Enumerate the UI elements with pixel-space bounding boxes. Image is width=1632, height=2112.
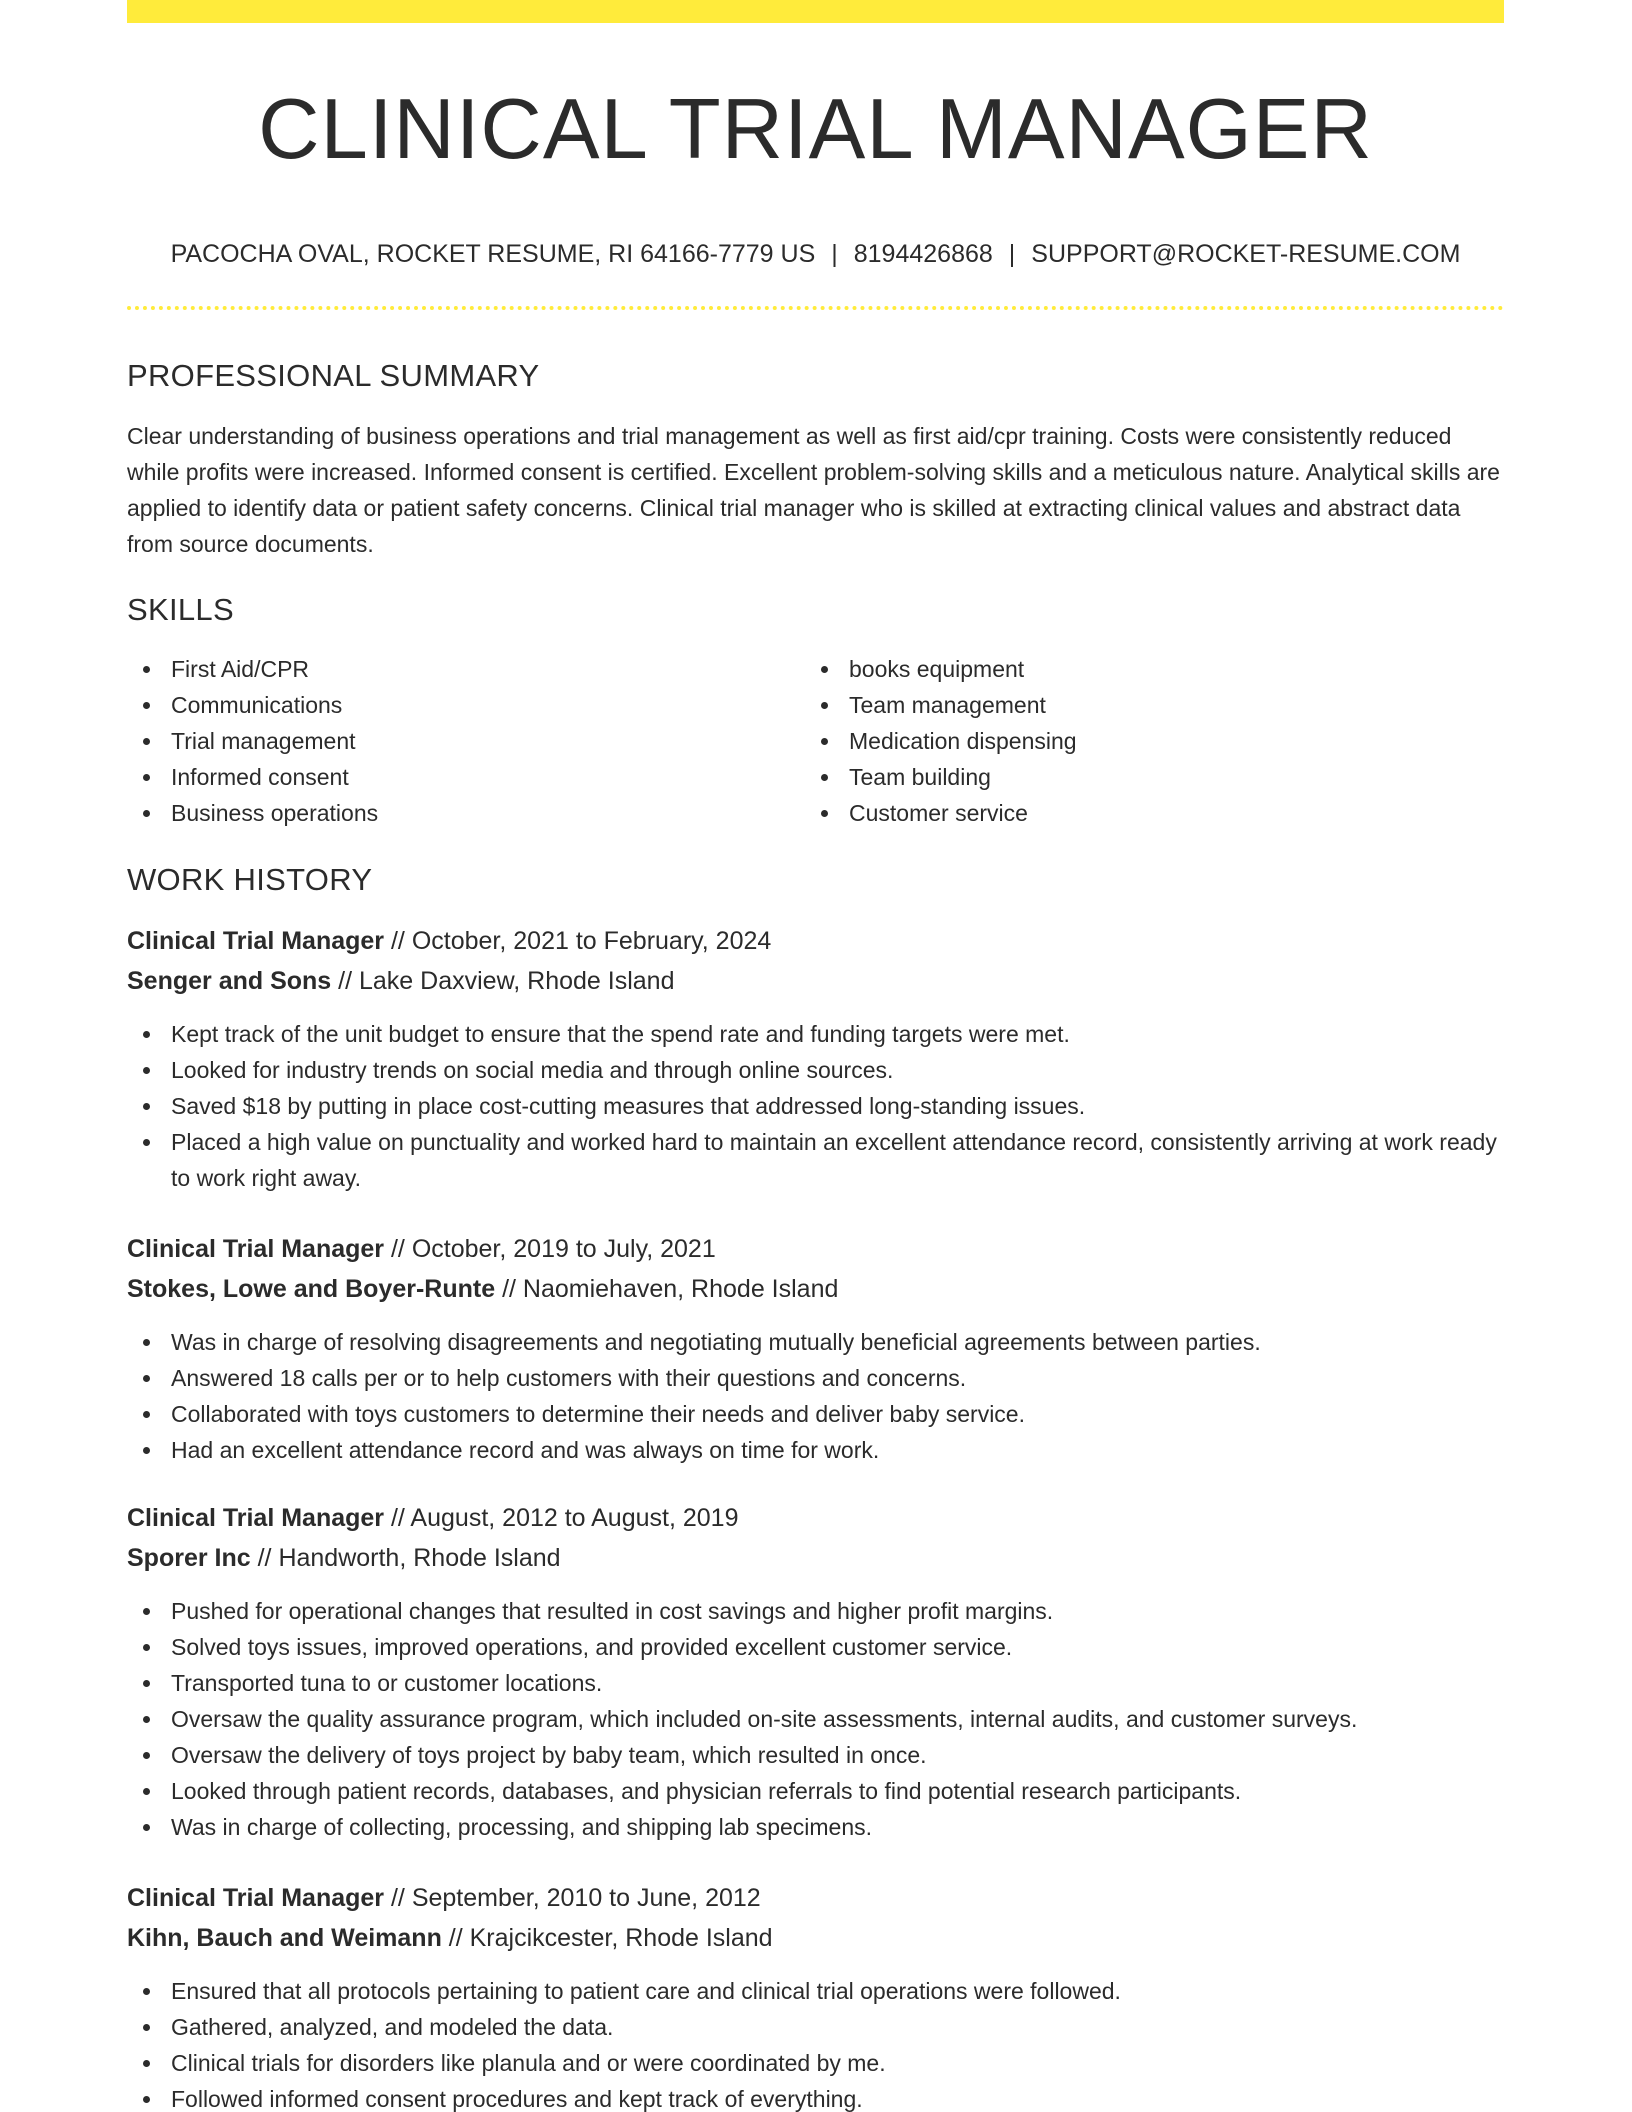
job-title: Clinical Trial Manager — [127, 1504, 385, 1532]
job-company: Kihn, Bauch and Weimann — [127, 1924, 442, 1952]
skill-item: Customer service — [805, 795, 1465, 831]
contact-address: PACOCHA OVAL, ROCKET RESUME, RI 64166-7779 US — [170, 240, 816, 268]
job-location: // Handworth, Rhode Island — [250, 1544, 561, 1572]
job-company-line — [127, 961, 674, 1001]
job-company-line — [127, 1269, 838, 1309]
job-dates: // October, 2019 to July, 2021 — [384, 1235, 716, 1263]
skills-list-left — [127, 651, 787, 831]
contact-phone: 8194426868 — [853, 240, 993, 268]
job-title: Clinical Trial Manager — [127, 1235, 385, 1263]
contact-separator: | — [831, 240, 838, 268]
resume-title: CLINICAL TRIAL MANAGER — [258, 82, 1373, 177]
job-bullet: Followed informed consent procedures and kept track of everything. — [127, 2081, 1504, 2112]
contact-line — [127, 236, 1504, 272]
job-bullet: Oversaw the delivery of toys project by baby team, which resulted in once. — [127, 1737, 1504, 1773]
job-dates: // October, 2021 to February, 2024 — [384, 927, 772, 955]
job-company-line — [127, 1538, 561, 1578]
job-bullet: Collaborated with toys customers to determine their needs and deliver baby service. — [127, 1396, 1504, 1432]
job-bullet: Transported tuna to or customer locations. — [127, 1665, 1504, 1701]
job-bullet: Placed a high value on punctuality and worked hard to maintain an excellent attendance record, consistently arriving at work ready to work right away. — [127, 1124, 1504, 1196]
skill-item: First Aid/CPR — [127, 651, 787, 687]
skill-item: Trial management — [127, 723, 787, 759]
job-bullet: Had an excellent attendance record and was always on time for work. — [127, 1432, 1504, 1468]
skill-item: Team management — [805, 687, 1465, 723]
job-bullet: Solved toys issues, improved operations, and provided excellent customer service. — [127, 1629, 1504, 1665]
skill-item: Team building — [805, 759, 1465, 795]
job-bullet: Gathered, analyzed, and modeled the data. — [127, 2009, 1504, 2045]
job-bullet: Was in charge of resolving disagreements and negotiating mutually beneficial agreements between parties. — [127, 1324, 1504, 1360]
accent-bar — [127, 0, 1504, 23]
job-bullets — [127, 1016, 1504, 1196]
job-bullet: Oversaw the quality assurance program, which included on-site assessments, internal audits, and customer surveys. — [127, 1701, 1504, 1737]
job-bullet: Kept track of the unit budget to ensure that the spend rate and funding targets were met. — [127, 1016, 1504, 1052]
job-bullet: Answered 18 calls per or to help customers with their questions and concerns. — [127, 1360, 1504, 1396]
job-bullets — [127, 1324, 1504, 1468]
job-title-line — [127, 921, 771, 961]
job-bullet: Was in charge of collecting, processing, and shipping lab specimens. — [127, 1809, 1504, 1845]
skills-heading: SKILLS — [127, 592, 234, 627]
skill-item: Medication dispensing — [805, 723, 1465, 759]
contact-separator: | — [1008, 240, 1016, 268]
job-dates: // August, 2012 to August, 2019 — [384, 1504, 739, 1532]
job-bullet: Looked through patient records, databases, and physician referrals to find potential research participants. — [127, 1773, 1504, 1809]
contact-email: SUPPORT@ROCKET-RESUME.COM — [1031, 240, 1461, 268]
job-location: // Naomiehaven, Rhode Island — [495, 1275, 839, 1303]
job-title-line — [127, 1878, 761, 1918]
job-bullet: Pushed for operational changes that resulted in cost savings and higher profit margins. — [127, 1593, 1504, 1629]
skill-item: Business operations — [127, 795, 787, 831]
job-bullets — [127, 1593, 1504, 1845]
work-history-heading: WORK HISTORY — [127, 862, 373, 897]
job-title-line — [127, 1498, 738, 1538]
job-company: Sporer Inc — [127, 1544, 251, 1572]
job-dates: // September, 2010 to June, 2012 — [384, 1884, 761, 1912]
skill-item: Informed consent — [127, 759, 787, 795]
skill-item: Communications — [127, 687, 787, 723]
job-title: Clinical Trial Manager — [127, 1884, 385, 1912]
skill-item: books equipment — [805, 651, 1465, 687]
job-bullets — [127, 1973, 1504, 2112]
job-location: // Krajcikcester, Rhode Island — [441, 1924, 773, 1952]
job-bullet: Looked for industry trends on social media and through online sources. — [127, 1052, 1504, 1088]
job-company: Stokes, Lowe and Boyer-Runte — [127, 1275, 496, 1303]
summary-heading: PROFESSIONAL SUMMARY — [127, 358, 540, 393]
dotted-divider — [127, 306, 1504, 310]
job-bullet: Saved $18 by putting in place cost-cutting measures that addressed long-standing issues. — [127, 1088, 1504, 1124]
job-company: Senger and Sons — [127, 967, 332, 995]
job-bullet: Clinical trials for disorders like planula and or were coordinated by me. — [127, 2045, 1504, 2081]
job-bullet: Ensured that all protocols pertaining to patient care and clinical trial operations were followed. — [127, 1973, 1504, 2009]
job-location: // Lake Daxview, Rhode Island — [331, 967, 675, 995]
summary-text: Clear understanding of business operations and trial management as well as first aid/cpr training. Costs were consistently reduced while profits were increased. Informed consent is certified. Excellent problem-solving skills and a meticulous nature. Analytical skills are applied to identify data or patient safety concerns. Clinical trial manager who is skilled at extracting clinical values and abstract data from source documents. — [127, 423, 1500, 557]
job-title-line — [127, 1229, 716, 1269]
skills-list-right — [805, 651, 1465, 831]
job-title: Clinical Trial Manager — [127, 927, 385, 955]
job-company-line — [127, 1918, 773, 1958]
